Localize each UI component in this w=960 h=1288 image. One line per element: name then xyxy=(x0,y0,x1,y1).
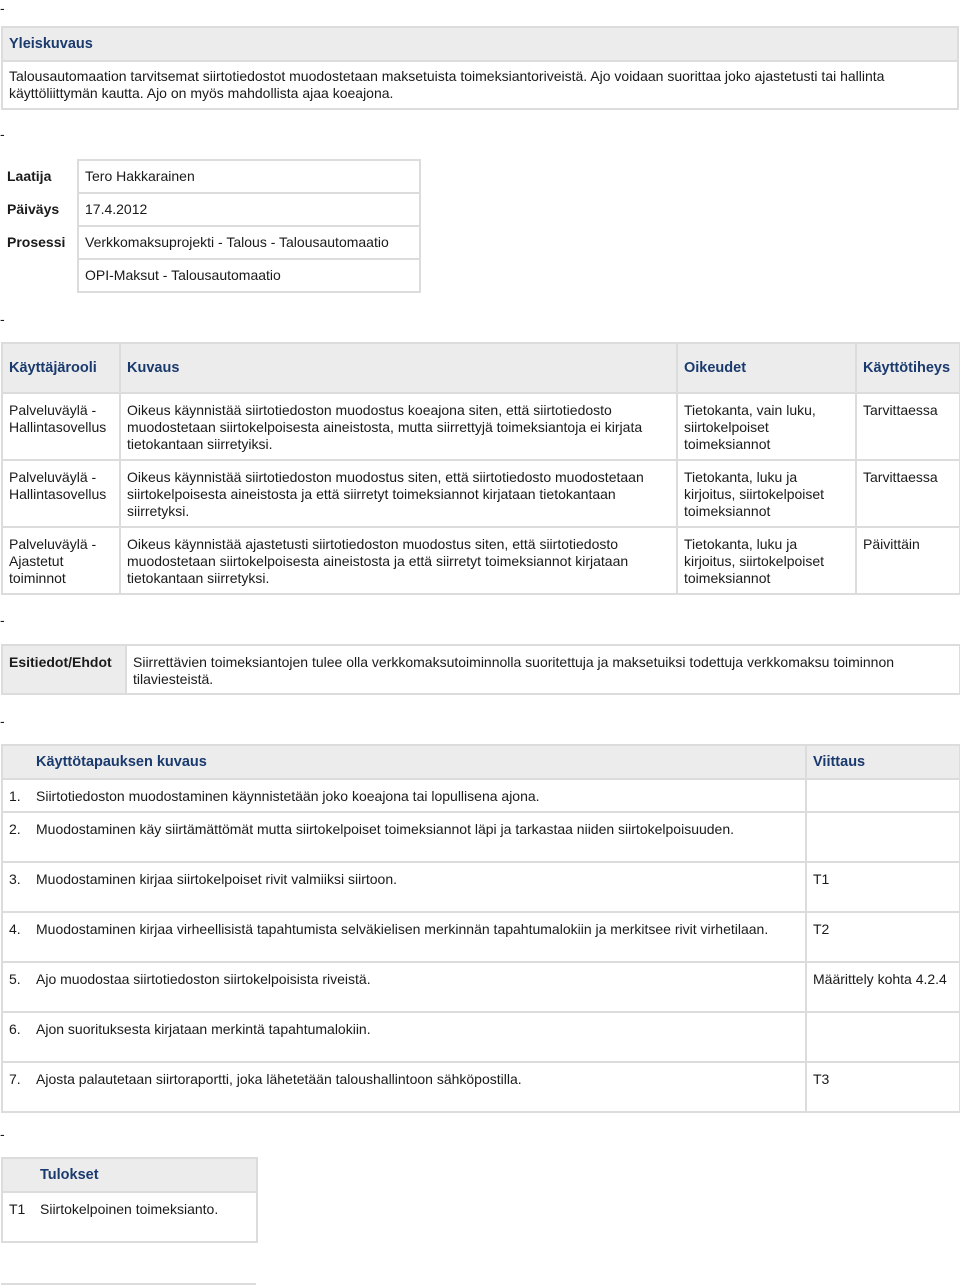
process-label: Prosessi xyxy=(7,234,66,250)
overview-heading: Yleiskuvaus xyxy=(9,36,93,52)
roles-header-role: Käyttäjärooli xyxy=(2,343,120,393)
results-table xyxy=(1,1157,258,1243)
table-row xyxy=(2,527,960,594)
step-number: 3. xyxy=(2,862,30,912)
step-row xyxy=(2,862,960,912)
date-value: 17.4.2012 xyxy=(78,193,420,226)
rights-cell: Tietokanta, luku ja kirjoitus, siirtokelpoiset toimeksiannot xyxy=(677,527,856,594)
step-text: Ajon suorituksesta kirjataan merkintä tapahtumalokiin. xyxy=(30,1012,806,1062)
roles-header-rights: Oikeudet xyxy=(677,343,856,393)
step-row xyxy=(2,812,960,862)
step-text: Muodostaminen kirjaa siirtokelpoiset rivit valmiiksi siirtoon. xyxy=(30,862,806,912)
result-id: T1 xyxy=(2,1192,34,1242)
rights-cell: Tietokanta, vain luku, siirtokelpoiset toimeksiannot xyxy=(677,393,856,460)
step-row xyxy=(2,962,960,1012)
step-ref: T2 xyxy=(806,912,960,962)
separator-dash: - xyxy=(0,311,5,327)
step-number: 7. xyxy=(2,1062,30,1112)
step-number: 6. xyxy=(2,1012,30,1062)
freq-cell: Päivittäin xyxy=(856,527,960,594)
step-number: 5. xyxy=(2,962,30,1012)
overview-text: Talousautomaation tarvitsemat siirtotiedostot muodostetaan maksetuista toimeksiantoriveistä. Ajo voidaan suorittaa joko ajastetusti tai hallinta käyttöliittymän kautta. Ajo on myös mahdollista ajaa koeajona. xyxy=(2,61,958,109)
step-text: Muodostaminen kirjaa virheellisistä tapahtumista selväkielisen merkinnän tapahtumalokiin ja merkitsee rivit virhetilaan. xyxy=(30,912,806,962)
author-value: Tero Hakkarainen xyxy=(78,160,420,193)
author-label: Laatija xyxy=(7,168,52,184)
process-value-2: OPI-Maksut - Talousautomaatio xyxy=(78,259,420,292)
desc-cell: Oikeus käynnistää siirtotiedoston muodostus koeajona siten, että siirtotiedosto muodostetaan siirtokelpoisesta aineistosta, mutta siirrettyjä toimeksiantoja ei kirjata tietokantaan siirretyiksi. xyxy=(120,393,677,460)
usecase-header-desc: Käyttötapauksen kuvaus xyxy=(30,745,806,779)
table-row xyxy=(2,460,960,527)
step-row xyxy=(2,1062,960,1112)
role-cell: Palveluväylä - Hallintasovellus xyxy=(2,393,120,460)
role-cell: Palveluväylä - Ajastetut toiminnot xyxy=(2,527,120,594)
separator-dash: - xyxy=(0,713,5,729)
rights-cell: Tietokanta, luku ja kirjoitus, siirtokelpoiset toimeksiannot xyxy=(677,460,856,527)
step-ref xyxy=(806,1012,960,1062)
step-number: 2. xyxy=(2,812,30,862)
roles-table xyxy=(1,342,960,595)
separator-dash: - xyxy=(0,126,5,142)
freq-cell: Tarvittaessa xyxy=(856,393,960,460)
desc-cell: Oikeus käynnistää ajastetusti siirtotiedoston muodostus siten, että siirtotiedosto muodostetaan siirtokelpoisesta aineistosta ja että siirretyt toimeksiannot kirjataan tietokantaan siirretyksi. xyxy=(120,527,677,594)
usecase-table xyxy=(1,744,960,1113)
process-value-1: Verkkomaksuprojekti - Talous - Talousautomaatio xyxy=(78,226,420,259)
step-number: 1. xyxy=(2,779,30,812)
result-text: Siirtokelpoinen toimeksianto. xyxy=(34,1192,257,1242)
table-row xyxy=(2,393,960,460)
separator-dash: - xyxy=(0,612,5,628)
prereq-label: Esitiedot/Ehdot xyxy=(2,645,126,694)
step-text: Ajo muodostaa siirtotiedoston siirtokelpoisista riveistä. xyxy=(30,962,806,1012)
step-text: Ajosta palautetaan siirtoraportti, joka lähetetään taloushallintoon sähköpostilla. xyxy=(30,1062,806,1112)
desc-cell: Oikeus käynnistää siirtotiedoston muodostus siten, että siirtotiedosto muodostetaan siirtokelpoisesta aineistosta ja että siirretyt toimeksiannot kirjataan tietokantaan siirretyksi. xyxy=(120,460,677,527)
overview-table xyxy=(1,26,959,110)
step-ref xyxy=(806,779,960,812)
role-cell: Palveluväylä - Hallintasovellus xyxy=(2,460,120,527)
prereq-table xyxy=(1,644,960,695)
separator-dash: - xyxy=(0,0,5,16)
meta-table xyxy=(1,159,421,293)
date-label: Päiväys xyxy=(7,201,60,217)
result-row xyxy=(2,1192,257,1242)
step-row xyxy=(2,1012,960,1062)
usecase-header-ref: Viittaus xyxy=(806,745,960,779)
next-section-edge xyxy=(1,1283,256,1285)
step-row xyxy=(2,779,960,812)
step-ref: T3 xyxy=(806,1062,960,1112)
step-ref: Määrittely kohta 4.2.4 xyxy=(806,962,960,1012)
results-header: Tulokset xyxy=(34,1158,257,1192)
roles-header-desc: Kuvaus xyxy=(120,343,677,393)
separator-dash: - xyxy=(0,1126,5,1142)
freq-cell: Tarvittaessa xyxy=(856,460,960,527)
step-ref: T1 xyxy=(806,862,960,912)
step-row xyxy=(2,912,960,962)
step-number: 4. xyxy=(2,912,30,962)
overview-heading-cell xyxy=(2,27,958,61)
step-text: Siirtotiedoston muodostaminen käynnistetään joko koeajona tai lopullisena ajona. xyxy=(30,779,806,812)
step-ref xyxy=(806,812,960,862)
prereq-text: Siirrettävien toimeksiantojen tulee olla verkkomaksutoiminnolla suoritettuja ja maksetuiksi todettuja verkkomaksu toiminnon tilaviesteistä. xyxy=(126,645,960,694)
roles-header-freq: Käyttötiheys xyxy=(856,343,960,393)
step-text: Muodostaminen käy siirtämättömät mutta siirtokelpoiset toimeksiannot läpi ja tarkastaa niiden siirtokelpoisuuden. xyxy=(30,812,806,862)
